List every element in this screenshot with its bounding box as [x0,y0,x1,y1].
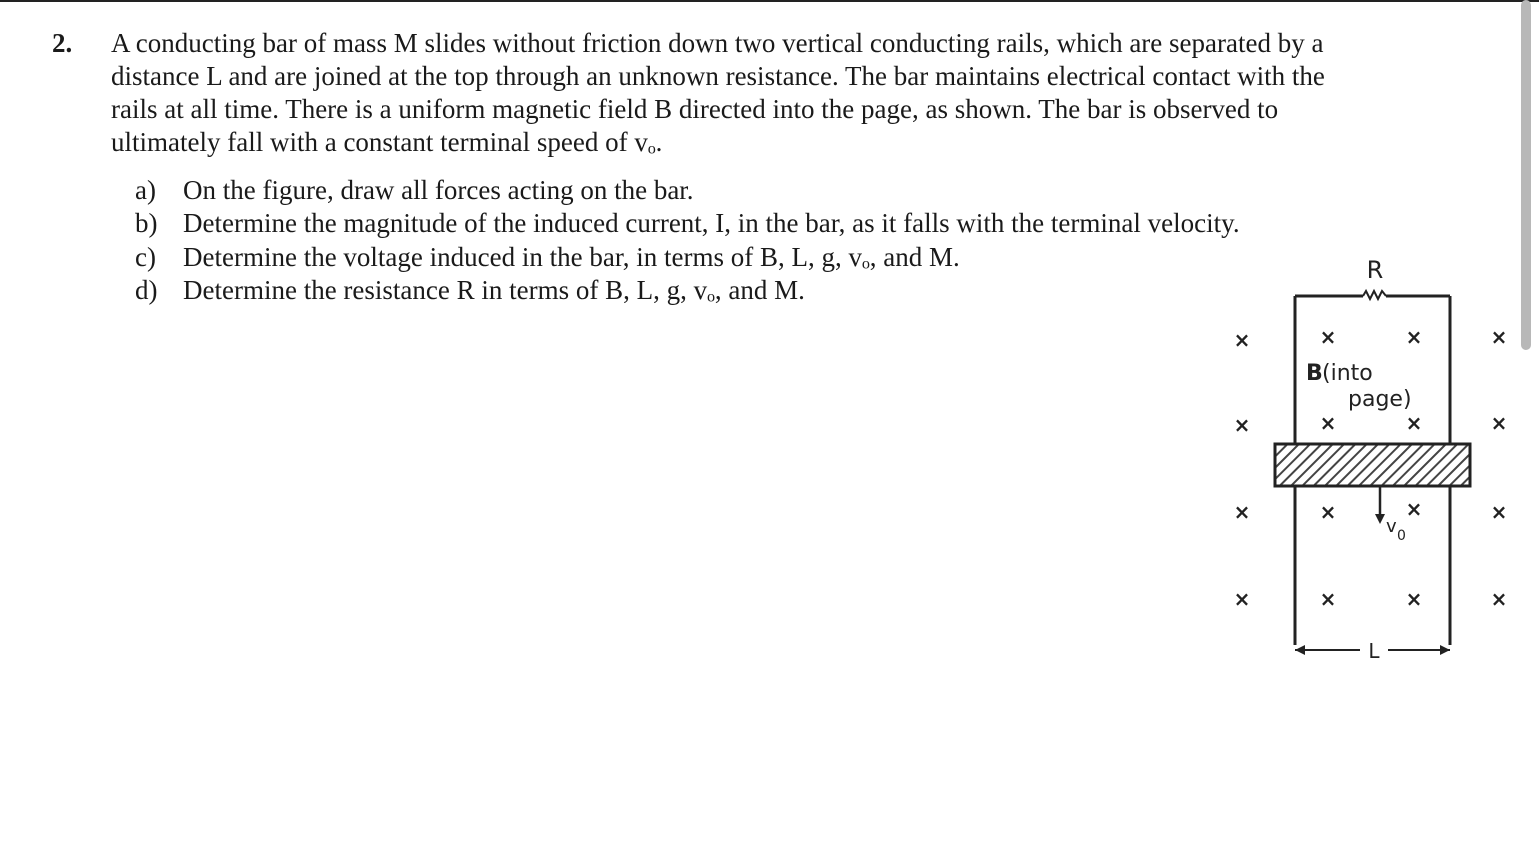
field-cross: × [1405,587,1423,611]
problem-line-3: rails at all time. There is a uniform magnetic field B directed into the page, as shown. The bar is observed to [111,94,1279,124]
field-cross: × [1405,325,1423,349]
field-cross: × [1233,413,1251,437]
circuit-figure [1220,250,1520,670]
velocity-subscript: 0 [1397,528,1406,544]
velocity-label: v [1386,516,1397,537]
field-cross: × [1319,500,1337,524]
part-c-text: Determine the voltage induced in the bar, in terms of B, L, g, vₒ, and M. [183,242,960,272]
resistor-label: R [1366,256,1384,284]
field-cross: × [1490,325,1508,349]
field-cross: × [1233,500,1251,524]
field-cross: × [1490,587,1508,611]
field-cross: × [1319,411,1337,435]
part-b-letter: b) [135,208,158,238]
problem-number: 2. [52,28,73,58]
field-cross: × [1490,500,1508,524]
part-a-letter: a) [135,175,156,205]
width-arrow-left [1295,645,1305,655]
field-cross: × [1405,411,1423,435]
part-b-text: Determine the magnitude of the induced current, I, in the bar, as it falls with the terminal velocity. [183,208,1240,238]
field-cross: × [1490,411,1508,435]
vertical-scrollbar[interactable] [1521,0,1531,350]
width-arrow-right [1440,645,1450,655]
field-label-line1: (into [1322,361,1373,386]
field-cross: × [1319,325,1337,349]
field-label-b: B [1306,361,1323,386]
field-cross: × [1233,587,1251,611]
problem-line-4: ultimately fall with a constant terminal speed of vₒ. [111,127,663,157]
top-border [0,0,1539,2]
resistor-zigzag [1363,291,1386,299]
field-cross: × [1233,328,1251,352]
width-label: L [1368,639,1380,663]
part-c-letter: c) [135,242,156,272]
part-a-text: On the figure, draw all forces acting on the bar. [183,175,694,205]
field-label-line2: page) [1348,387,1412,412]
part-d-letter: d) [135,275,158,305]
part-d-text: Determine the resistance R in terms of B, L, g, vₒ, and M. [183,275,805,305]
problem-line-2: distance L and are joined at the top through an unknown resistance. The bar maintains electrical contact with the [111,61,1325,91]
field-cross: × [1319,587,1337,611]
problem-line-1: A conducting bar of mass M slides without friction down two vertical conducting rails, which are separated by a [111,28,1324,58]
velocity-arrowhead [1375,514,1385,524]
field-cross: × [1405,497,1423,521]
conducting-bar [1275,444,1470,486]
